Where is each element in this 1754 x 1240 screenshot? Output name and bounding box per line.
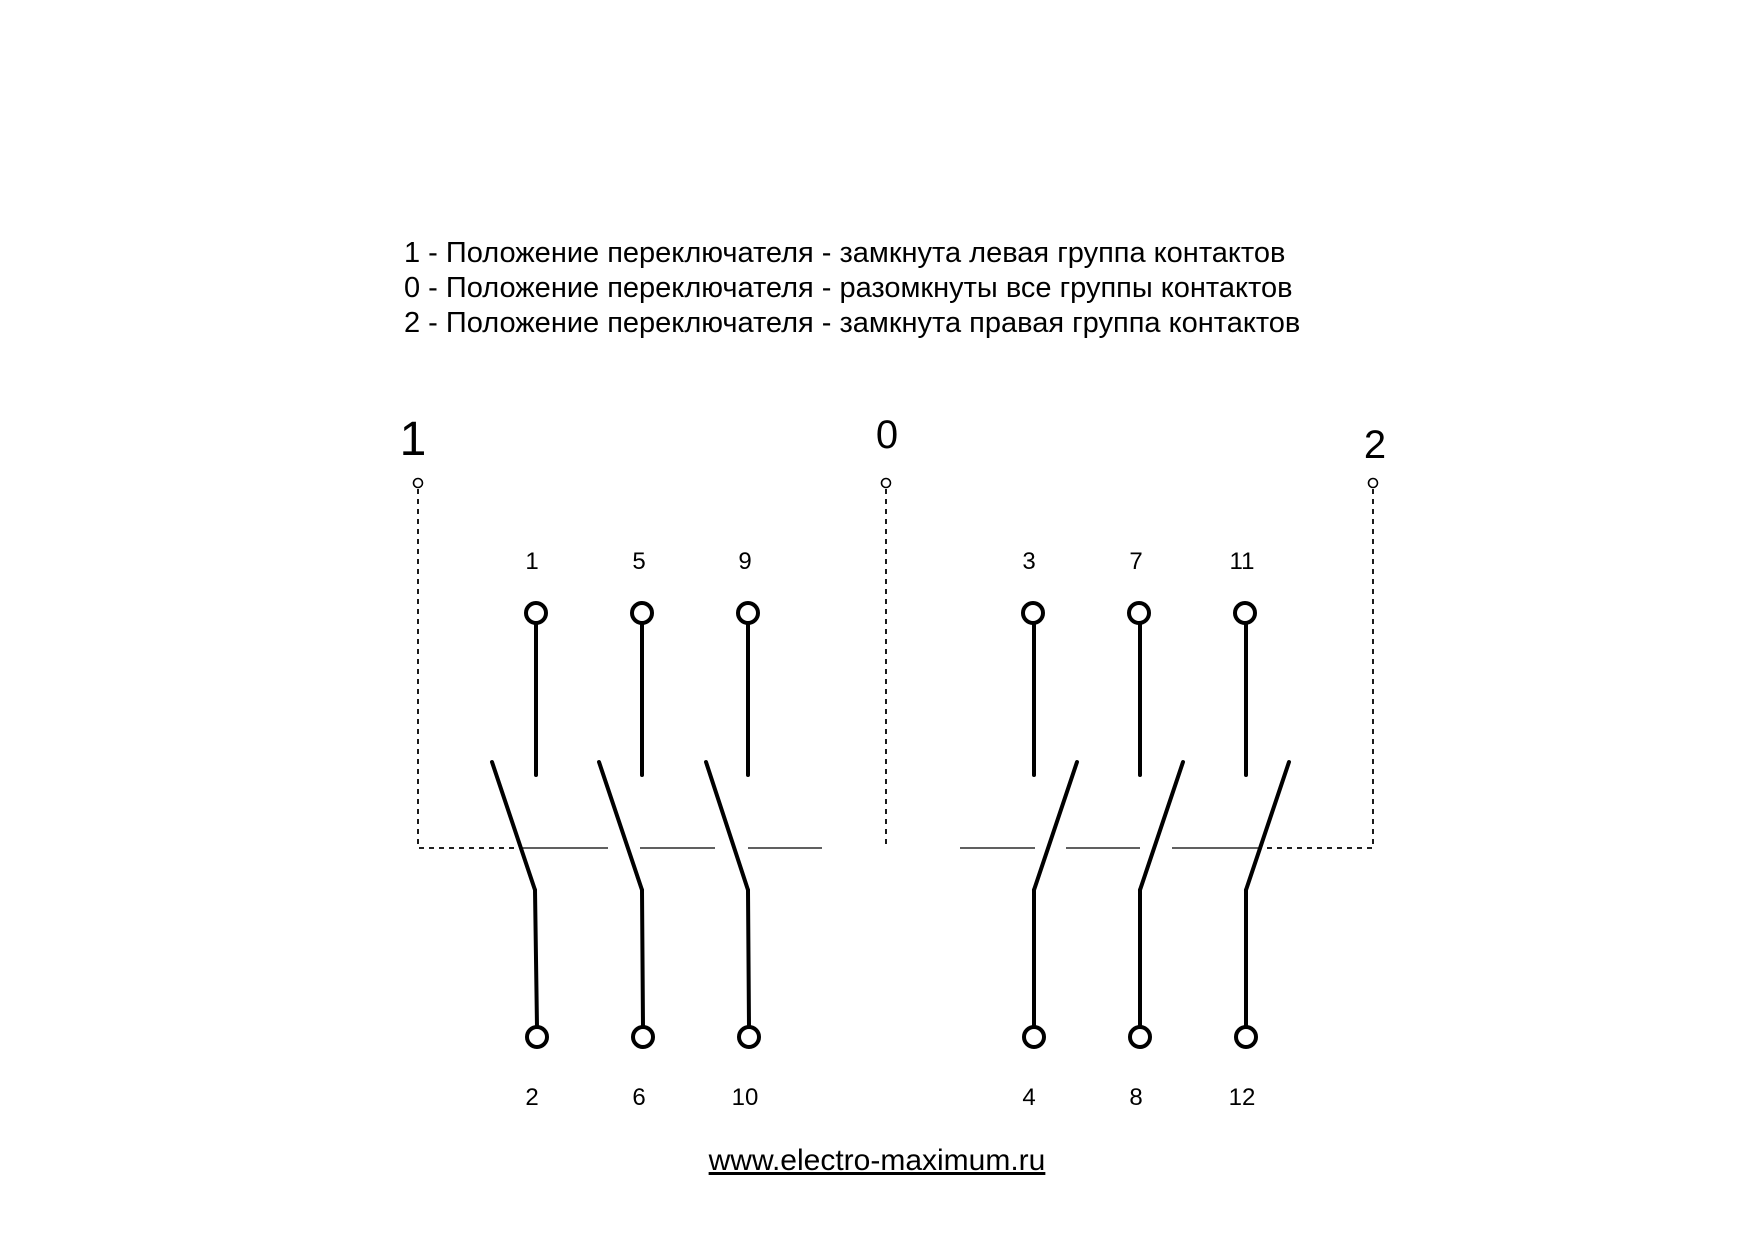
contact-pole-11-12	[1246, 623, 1289, 1027]
terminal-number-5: 5	[632, 548, 646, 575]
legend-line-position-2: 2 - Положение переключателя - замкнута правая группа контактов	[404, 307, 1301, 339]
terminal-9	[738, 603, 758, 623]
legend-line-position-1: 1 - Положение переключателя - замкнута левая группа контактов	[404, 237, 1286, 269]
terminal-number-1: 1	[525, 548, 539, 575]
left-contact-group	[492, 623, 749, 1027]
website-link[interactable]: www.electro-maximum.ru	[708, 1144, 1046, 1177]
terminal-number-8: 8	[1129, 1084, 1143, 1111]
terminal-number-4: 4	[1022, 1084, 1036, 1111]
terminal-10	[739, 1027, 759, 1047]
right-contact-group	[1034, 623, 1289, 1027]
terminal-11	[1235, 603, 1255, 623]
terminal-number-11: 11	[1229, 548, 1255, 575]
contact-pole-5-6	[599, 623, 643, 1027]
position-label-1: 1	[399, 413, 427, 466]
terminal-3	[1023, 603, 1043, 623]
terminal-6	[633, 1027, 653, 1047]
terminal-7	[1129, 603, 1149, 623]
position-label-2: 2	[1363, 423, 1387, 467]
terminal-12	[1236, 1027, 1256, 1047]
terminal-4	[1024, 1027, 1044, 1047]
terminal-number-7: 7	[1129, 548, 1143, 575]
terminal-1	[526, 603, 546, 623]
position-dot-0	[882, 479, 891, 488]
terminal-number-2: 2	[525, 1084, 539, 1111]
terminal-number-10: 10	[731, 1084, 759, 1111]
terminal-number-3: 3	[1022, 548, 1036, 575]
position-dot-1	[414, 479, 423, 488]
terminal-number-12: 12	[1228, 1084, 1256, 1111]
terminal-number-9: 9	[738, 548, 752, 575]
position-label-0: 0	[875, 413, 899, 457]
contact-pole-3-4	[1034, 623, 1077, 1027]
contact-pole-7-8	[1140, 623, 1183, 1027]
position-dot-2	[1369, 479, 1378, 488]
terminal-2	[527, 1027, 547, 1047]
contact-pole-1-2	[492, 623, 537, 1027]
terminal-8	[1130, 1027, 1150, 1047]
terminal-5	[632, 603, 652, 623]
legend-line-position-0: 0 - Положение переключателя - разомкнуты все группы контактов	[404, 272, 1293, 304]
terminals	[526, 603, 1256, 1047]
contact-pole-9-10	[706, 623, 749, 1027]
terminal-number-6: 6	[632, 1084, 646, 1111]
mechanical-linkage	[418, 489, 1373, 848]
